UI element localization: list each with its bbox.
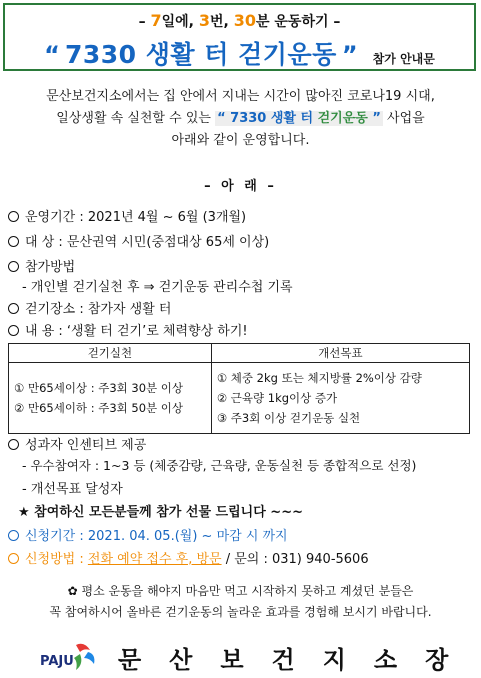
intro-line-2-post: 사업을	[382, 111, 425, 126]
item-content	[8, 320, 248, 339]
title-box	[3, 3, 476, 71]
circle-bullet-icon	[8, 303, 19, 314]
circle-bullet-icon	[8, 325, 19, 336]
apply-method	[8, 548, 369, 567]
walking-row-2: ② 만65세이하 : 주3회 50분 이상	[14, 401, 184, 415]
goal-row-2: ② 근육량 1kg이상 증가	[216, 391, 338, 405]
organization-name: 문산보건지소장	[118, 646, 477, 674]
subtitle-text-3: 분 운동하기 –	[256, 14, 341, 30]
apply-period	[8, 525, 288, 544]
circle-bullet-icon	[8, 530, 19, 541]
title-quote-close: ”	[341, 41, 358, 69]
table-cell-walking	[9, 363, 212, 434]
circle-bullet-icon	[8, 553, 19, 564]
subtitle-num-3: 3	[198, 11, 211, 30]
item-target	[8, 231, 269, 250]
paju-logo	[40, 642, 102, 674]
item-period	[8, 206, 246, 225]
closing-message	[0, 581, 481, 623]
intro-line-2-pre: 일상생활 속 실천할 수 있는	[56, 111, 216, 126]
circle-bullet-icon	[8, 236, 19, 247]
closing-line-1: ✿ 평소 운동을 해야지 마음만 먹고 시작하지 못하고 계셨던 분들은	[67, 584, 414, 598]
intro-line-3: 아래와 같이 운영합니다.	[171, 133, 310, 148]
goal-row-3: ③ 주3회 이상 걷기운동 실천	[216, 411, 361, 425]
walking-row-1: ① 만65세이상 : 주3회 30분 이상	[14, 381, 184, 395]
apply-method-label: 신청방법 :	[25, 552, 88, 567]
title-quote-open: “	[44, 41, 60, 69]
item-target-text: 대 상 : 문산권역 시민(중점대상 65세 이상)	[25, 235, 270, 250]
title-row	[5, 35, 474, 71]
campaign-name: “ 7330 생활 터	[217, 111, 318, 126]
goal-row-1: ① 체중 2kg 또는 체지방률 2%이상 감량	[216, 371, 422, 385]
intro-paragraph	[0, 86, 481, 152]
item-place	[8, 298, 172, 317]
circle-bullet-icon	[8, 439, 19, 450]
goal-table	[8, 343, 470, 434]
subtitle-text-1: 일에,	[161, 14, 199, 30]
apply-contact: / 문의 : 031) 940-5606	[221, 552, 369, 567]
subtitle-num-30: 30	[233, 11, 256, 30]
item-content-text: 내 용 : ‘생활 터 걷기’로 체력향상 하기!	[25, 324, 248, 339]
circle-bullet-icon	[8, 211, 19, 222]
subtitle-prefix: –	[138, 14, 151, 30]
gift-notice: ★ 참여하신 모든분들께 참가 선물 드립니다 ~~~	[18, 505, 303, 520]
section-divider: – 아 래 –	[204, 179, 277, 194]
incentive-title: 성과자 인센티브 제공	[25, 438, 147, 453]
table-header-goal: 개선목표	[211, 344, 469, 363]
campaign-highlight	[215, 111, 383, 126]
item-method	[8, 256, 75, 275]
circle-bullet-icon	[8, 261, 19, 272]
table-cell-goal	[211, 363, 469, 434]
apply-method-highlight: 전화 예약 접수 후, 방문	[87, 552, 222, 567]
subtitle	[5, 11, 474, 31]
item-period-text: 운영기간 : 2021년 4월 ~ 6월 (3개월)	[25, 210, 247, 225]
item-place-text: 걷기장소 : 참가자 생활 터	[25, 302, 172, 317]
apply-period-text: 신청기간 : 2021. 04. 05.(월) ~ 마감 시 까지	[25, 529, 288, 544]
page-title: 7330 생활 터 걷기운동	[65, 40, 337, 69]
footer	[0, 640, 481, 676]
campaign-name-green: 걷기운동	[317, 111, 368, 126]
closing-line-2: 꼭 참여하시어 올바른 걷기운동의 놀라운 효과를 경험해 보시기 바랍니다.	[49, 605, 432, 619]
campaign-close: ”	[367, 111, 381, 126]
item-method-detail: - 개인별 걷기실천 후 ⇒ 걷기운동 관리수첩 기록	[22, 280, 293, 295]
item-method-text: 참가방법	[25, 260, 76, 275]
logo-text: PAJU	[40, 654, 74, 669]
table-header-walking: 걷기실천	[9, 344, 212, 363]
title-suffix: 참가 안내문	[372, 52, 435, 66]
incentive-line-1: - 우수참여자 : 1~3 등 (체중감량, 근육량, 운동실천 등 종합적으로 선정)	[22, 458, 417, 473]
subtitle-num-7: 7	[150, 11, 162, 30]
subtitle-text-2: 번,	[210, 14, 234, 30]
incentive-line-2: - 개선목표 달성자	[22, 482, 123, 497]
intro-line-2	[0, 108, 481, 130]
intro-line-1: 문산보건지소에서는 집 안에서 지내는 시간이 많아진 코로나19 시대,	[46, 89, 435, 104]
item-incentive	[8, 434, 146, 453]
